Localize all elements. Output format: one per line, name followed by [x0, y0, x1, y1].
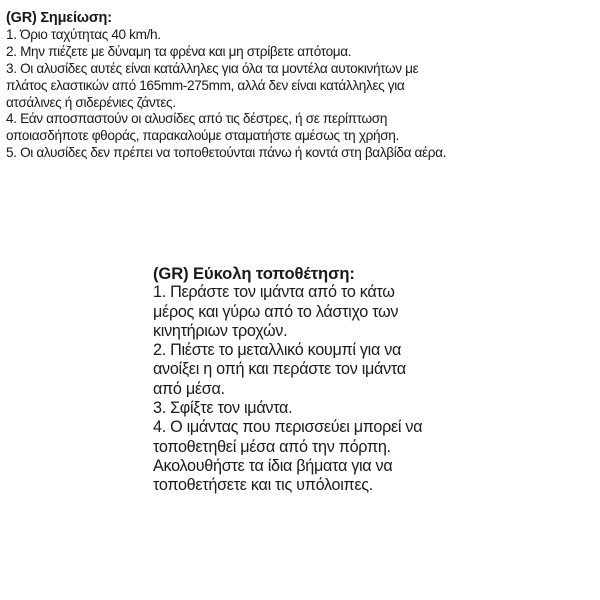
note-line: 5. Οι αλυσίδες δεν πρέπει να τοποθετούνται πάνω ή κοντά στη βαλβίδα αέρα. [6, 145, 447, 161]
installation-line: τοποθετηθεί μέσα από την πόρπη. [153, 437, 391, 456]
installation-line: 4. Ο ιμάντας που περισσεύει μπορεί να [153, 418, 423, 437]
installation-line: τοποθετήσετε και τις υπόλοιπες. [153, 476, 373, 495]
installation-line: ανοίξει η οπή και περάστε τον ιμάντα [153, 360, 406, 379]
note-line: 1. Όριο ταχύτητας 40 km/h. [6, 26, 161, 42]
installation-line: κινητήριων τροχών. [153, 321, 288, 340]
installation-line: από μέσα. [153, 379, 225, 398]
note-line: 4. Εάν αποσπαστούν οι αλυσίδες από τις δέστρες, ή σε περίπτωση [6, 111, 388, 127]
note-line: 3. Οι αλυσίδες αυτές είναι κατάλληλες για όλα τα μοντέλα αυτοκινήτων με [6, 60, 419, 76]
installation-section [153, 264, 513, 496]
installation-line: 3. Σφίξτε τον ιμάντα. [153, 399, 293, 418]
installation-line: Ακολουθήστε τα ίδια βήματα για να [153, 456, 393, 475]
note-section [6, 10, 598, 162]
note-line: 2. Μην πιέζετε με δύναμη τα φρένα και μη στρίβετε απότομα. [6, 43, 352, 59]
installation-line: 2. Πιέστε το μεταλλικό κουμπί για να [153, 341, 402, 360]
installation-line: 1. Περάστε τον ιμάντα από το κάτω [153, 283, 395, 302]
note-line: ατσάλινες ή σιδερένιες ζάντες. [6, 94, 176, 110]
installation-line: μέρος και γύρω από το λάστιχο των [153, 302, 399, 321]
note-title: (GR) Σημείωση: [6, 10, 112, 26]
installation-title: (GR) Εύκολη τοποθέτηση: [153, 264, 355, 283]
note-line: πλάτος ελαστικών από 165mm-275mm, αλλά δεν είναι κατάλληλες για [6, 77, 405, 93]
note-line: οποιασδήποτε φθοράς, παρακαλούμε σταματήστε αμέσως τη χρήση. [6, 128, 399, 144]
